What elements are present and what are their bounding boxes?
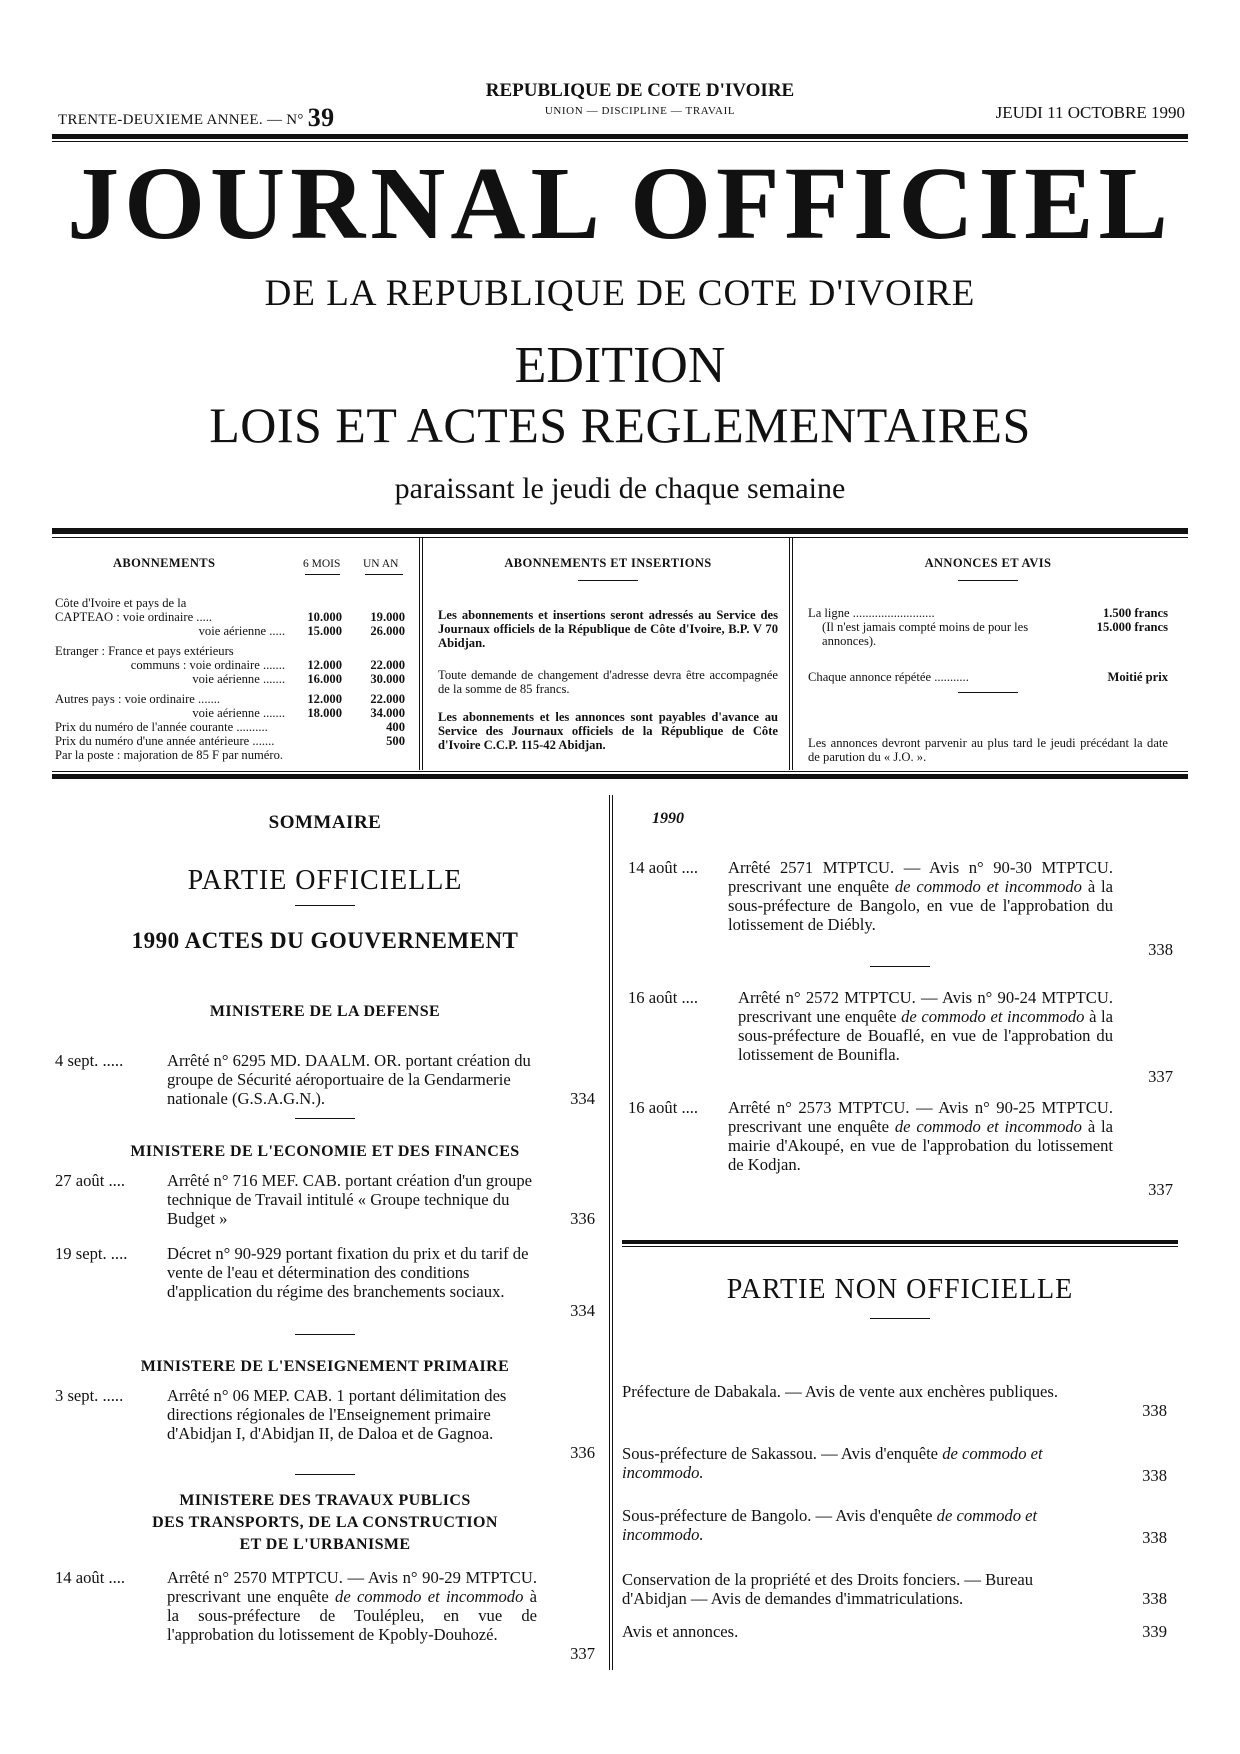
col-six-months: 6 MOIS <box>303 558 341 570</box>
entry-public-works-1 <box>55 1568 595 1668</box>
ministry-defense: MINISTERE DE LA DEFENSE <box>209 1003 441 1020</box>
entry-text <box>167 1568 537 1644</box>
column-divider <box>609 795 610 1670</box>
box-divider-1 <box>419 538 420 770</box>
entry-text <box>622 1444 1092 1482</box>
entry-text: Décret n° 90-929 portant fixation du prix et du tarif de vente de l'eau et détermination des conditions d'application du régime des branchements sociaux. <box>167 1244 529 1301</box>
entry-date: 4 sept. ..... <box>55 1051 124 1070</box>
entry-text-a: Avis et annonces. <box>622 1622 739 1641</box>
ministry-public-works-line1: MINISTERE DES TRAVAUX PUBLICS <box>179 1492 471 1509</box>
entry-date: 16 août .... <box>628 988 699 1007</box>
section-rule-3 <box>295 1474 355 1475</box>
etranger-ordinary-1y: 22.000 <box>370 658 405 672</box>
issue-number: 39 <box>307 103 335 132</box>
masthead-subtitle: DE LA REPUBLIQUE DE COTE D'IVOIRE <box>264 273 976 314</box>
header-rule-thick <box>52 134 1188 139</box>
partie-non-officielle-heading: PARTIE NON OFFICIELLE <box>726 1274 1074 1305</box>
box-bottom-rule-thin <box>52 771 1188 772</box>
entry-text-italic: de commodo et incommodo. <box>622 1506 1038 1544</box>
entry-text <box>622 1570 1092 1608</box>
entry-text-a: Sous-préfecture de Sakassou. — Avis d'enquête <box>622 1444 943 1463</box>
entry-page: 336 <box>570 1443 595 1462</box>
announcements-heading: ANNONCES ET AVIS <box>924 556 1052 570</box>
entry-text: Arrêté n° 6295 MD. DAALM. OR. portant création du groupe de Sécurité aéroportuaire de la Gendarmerie nationale (G.S.A.G.N.). <box>167 1051 531 1108</box>
entry-text: Arrêté n° 06 MEP. CAB. 1 portant délimitation des directions régionales de l'Enseignement primaire d'Abidjan I, d'Abidjan II, de Daloa et de Gagnoa. <box>167 1386 507 1443</box>
insertions-info <box>438 556 778 752</box>
entry-page: 334 <box>570 1301 595 1320</box>
edition-name: LOIS ET ACTES REGLEMENTAIRES <box>209 397 1031 453</box>
box-top-rule-thin <box>52 537 1188 538</box>
capteao-ordinary: CAPTEAO : voie ordinaire ..... <box>55 610 213 624</box>
entry-text-a: Arrêté n° 2572 MTPTCU. — Avis n° 90-24 MTPTCU. prescrivant une enquête <box>738 988 1113 1026</box>
entry-right-3 <box>628 1098 1173 1198</box>
subscriptions-heading: ABONNEMENTS <box>113 556 216 570</box>
autres-ordinary-6m: 12.000 <box>307 692 342 706</box>
etranger-air: voie aérienne ....... <box>192 672 285 686</box>
payment-terms: Les abonnements et les annonces sont payables d'avance au Service des Journaux officiels de la République de Côte d'Ivoire C.C.P. 115-42 Abidjan. <box>438 710 778 752</box>
etranger-air-1y: 30.000 <box>370 672 405 686</box>
entry-non-officielle-1 <box>622 1382 1178 1432</box>
entry-right-1 <box>628 858 1173 958</box>
entry-text-italic: de commodo et incommodo <box>901 1007 1085 1026</box>
actes-heading: 1990 ACTES DU GOUVERNEMENT <box>131 928 519 953</box>
right-column-year: 1990 <box>652 810 684 827</box>
entry-text-b: à la sous-préfecture de Bangolo, en vue de l'approbation du lotissement de Diébly. <box>728 877 1114 934</box>
entry-text-italic: de commodo et incommodo <box>335 1587 524 1606</box>
non-officielle-rule <box>622 1240 1178 1244</box>
price-prior-year-value: 500 <box>386 734 405 748</box>
entry-economy-2 <box>55 1244 595 1324</box>
ministry-public-works <box>55 1490 595 1556</box>
announcements-info <box>808 556 1168 764</box>
minimum-charge: (Il n'est jamais compté moins de pour les annonces). <box>822 620 1029 648</box>
entry-date: 27 août .... <box>55 1171 126 1190</box>
box-divider-2 <box>789 538 790 770</box>
entry-page: 339 <box>1142 1622 1167 1641</box>
entry-date: 14 août .... <box>628 858 699 877</box>
capteao-air: voie aérienne ..... <box>198 624 285 638</box>
cote-ivoire-label: Côte d'Ivoire et pays de la <box>55 596 187 610</box>
ministry-education: MINISTERE DE L'ENSEIGNEMENT PRIMAIRE <box>140 1358 510 1375</box>
box-divider-2b <box>792 538 793 770</box>
partie-non-officielle-underline <box>870 1318 930 1319</box>
box-bottom-rule <box>52 774 1188 779</box>
col-underline-6m <box>305 574 340 575</box>
box-divider-1b <box>422 538 423 770</box>
entry-page: 336 <box>570 1209 595 1228</box>
autres-air-1y: 34.000 <box>370 706 405 720</box>
announcements-mid-rule <box>958 692 1018 693</box>
insertions-underline <box>578 580 638 581</box>
entry-economy-1 <box>55 1171 595 1231</box>
autres-air: voie aérienne ....... <box>192 706 285 720</box>
publication-frequency: paraissant le jeudi de chaque semaine <box>394 472 846 505</box>
insertions-address-text: Les abonnements et insertions seront adressés au Service des Journaux officiels de la République de Côte d'Ivoire, B.P. V 70 Abidjan. <box>438 608 778 650</box>
republic-name: REPUBLIQUE DE COTE D'IVOIRE <box>485 80 795 101</box>
autres-ordinary-1y: 22.000 <box>370 692 405 706</box>
entry-text <box>728 1098 1113 1174</box>
announcements-underline <box>958 580 1018 581</box>
entry-text <box>738 988 1113 1064</box>
subscription-rates <box>55 556 410 768</box>
capteao-ordinary-1y: 19.000 <box>370 610 405 624</box>
column-divider-b <box>612 795 613 1670</box>
entry-text-a: Préfecture de Dabakala. — Avis de vente aux enchères publiques. <box>622 1382 1059 1401</box>
entry-text <box>622 1622 1092 1641</box>
capteao-ordinary-6m: 10.000 <box>307 610 342 624</box>
non-officielle-rule-thin <box>622 1246 1178 1247</box>
entry-page: 337 <box>1148 1067 1173 1086</box>
issue-date: JEUDI 11 OCTOBRE 1990 <box>995 103 1185 122</box>
sommaire-title: SOMMAIRE <box>268 812 382 833</box>
partie-officielle-heading: PARTIE OFFICIELLE <box>187 865 463 896</box>
entry-text-a: Conservation de la propriété et des Droits fonciers. — Bureau d'Abidjan — Avis de demandes d'immatriculations. <box>622 1570 1034 1608</box>
entry-page: 338 <box>1142 1589 1167 1608</box>
edition-year-text: TRENTE-DEUXIEME ANNEE. — N° <box>58 112 304 128</box>
entry-page: 338 <box>1142 1528 1167 1547</box>
entry-date: 19 sept. .... <box>55 1244 128 1263</box>
price-current-year-value: 400 <box>386 720 405 734</box>
header-rule-thin <box>52 141 1188 142</box>
entry-date: 16 août .... <box>628 1098 699 1117</box>
section-rule-1 <box>295 1118 355 1119</box>
autres-air-6m: 18.000 <box>307 706 342 720</box>
entry-page: 337 <box>570 1644 595 1663</box>
price-current-year: Prix du numéro de l'année courante .......... <box>55 720 268 734</box>
line-rate-value: 1.500 francs <box>1102 606 1168 620</box>
entry-text-b: à la sous-préfecture de Toulépleu, en vue de l'approbation du lotissement de Kpobly-Douhozé. <box>167 1587 537 1644</box>
line-rate: La ligne .......................... <box>808 606 935 620</box>
entry-text-b: à la mairie d'Akoupé, en vue de l'approbation du lotissement de Kodjan. <box>728 1117 1114 1174</box>
entry-text-a: Sous-préfecture de Bangolo. — Avis d'enquête <box>622 1506 937 1525</box>
col-underline-1y <box>365 574 403 575</box>
entry-defense-1 <box>55 1051 595 1111</box>
entry-date: 3 sept. ..... <box>55 1386 124 1405</box>
capteao-air-1y: 26.000 <box>370 624 405 638</box>
minimum-charge-value: 15.000 francs <box>1096 620 1168 634</box>
masthead-title: JOURNAL OFFICIEL <box>67 146 1173 261</box>
edition-label: EDITION <box>514 337 726 394</box>
entry-text <box>622 1506 1092 1544</box>
capteao-air-6m: 15.000 <box>307 624 342 638</box>
entry-date: 14 août .... <box>55 1568 126 1587</box>
entry-text <box>622 1382 1082 1401</box>
etranger-air-6m: 16.000 <box>307 672 342 686</box>
entry-text <box>728 858 1113 934</box>
repeat-rate: Chaque annonce répétée ........... <box>808 670 969 684</box>
price-prior-year: Prix du numéro d'une année antérieure ....... <box>55 734 275 748</box>
entry-text-italic: de commodo et incommodo <box>894 1117 1082 1136</box>
entry-page: 338 <box>1142 1466 1167 1485</box>
national-motto: UNION — DISCIPLINE — TRAVAIL <box>544 105 736 117</box>
etranger-label: Etranger : France et pays extérieurs <box>55 644 234 658</box>
edition-year <box>58 103 334 133</box>
col-one-year: UN AN <box>363 558 399 570</box>
republic-header <box>440 80 840 117</box>
insertions-heading: ABONNEMENTS ET INSERTIONS <box>504 556 712 570</box>
section-rule-2 <box>295 1334 355 1335</box>
partie-officielle-underline <box>295 905 355 906</box>
insertions-address <box>438 608 778 650</box>
submission-deadline: Les annonces devront parvenir au plus tard le jeudi précédant la date de parution du « J.O. ». <box>808 736 1168 764</box>
entry-text-a: Arrêté 2571 MTPTCU. — Avis n° 90-30 MTPTCU. prescrivant une enquête <box>728 858 1113 896</box>
entry-text-italic: de commodo et incommodo <box>894 877 1082 896</box>
entry-right-2 <box>628 988 1173 1088</box>
entry-text-a: Arrêté n° 2573 MTPTCU. — Avis n° 90-25 MTPTCU. prescrivant une enquête <box>728 1098 1113 1136</box>
repeat-rate-value: Moitié prix <box>1107 670 1168 684</box>
address-change-fee: Toute demande de changement d'adresse devra être accompagnée de la somme de 85 francs. <box>438 668 778 696</box>
ministry-public-works-line3: ET DE L'URBANISME <box>239 1536 411 1553</box>
entry-text-italic: de commodo et incommodo. <box>622 1444 1043 1482</box>
autres-ordinary: Autres pays : voie ordinaire ....... <box>55 692 221 706</box>
right-rule-1 <box>870 966 930 967</box>
etranger-ordinary-6m: 12.000 <box>307 658 342 672</box>
entry-text: Arrêté n° 716 MEF. CAB. portant création d'un groupe technique de Travail intitulé « Groupe technique du Budget » <box>167 1171 532 1228</box>
entry-page: 338 <box>1148 940 1173 959</box>
entry-non-officielle-2 <box>622 1444 1178 1494</box>
entry-page: 338 <box>1142 1401 1167 1420</box>
postal-surcharge: Par la poste : majoration de 85 F par numéro. <box>55 748 284 762</box>
entry-non-officielle-3 <box>622 1506 1178 1556</box>
ministry-economy: MINISTERE DE L'ECONOMIE ET DES FINANCES <box>130 1143 520 1160</box>
entry-page: 337 <box>1148 1180 1173 1199</box>
entry-non-officielle-4 <box>622 1570 1178 1620</box>
entry-education-1 <box>55 1386 595 1466</box>
entry-non-officielle-5 <box>622 1622 1178 1647</box>
etranger-ordinary: communs : voie ordinaire ....... <box>130 658 285 672</box>
entry-page: 334 <box>570 1089 595 1108</box>
box-top-rule <box>52 528 1188 534</box>
entry-text-b: à la sous-préfecture de Bouaflé, en vue de l'approbation du lotissement de Bounifla. <box>738 1007 1114 1064</box>
entry-text-a: Arrêté n° 2570 MTPTCU. — Avis n° 90-29 MTPTCU. prescrivant une enquête <box>167 1568 537 1606</box>
ministry-public-works-line2: DES TRANSPORTS, DE LA CONSTRUCTION <box>152 1514 498 1531</box>
